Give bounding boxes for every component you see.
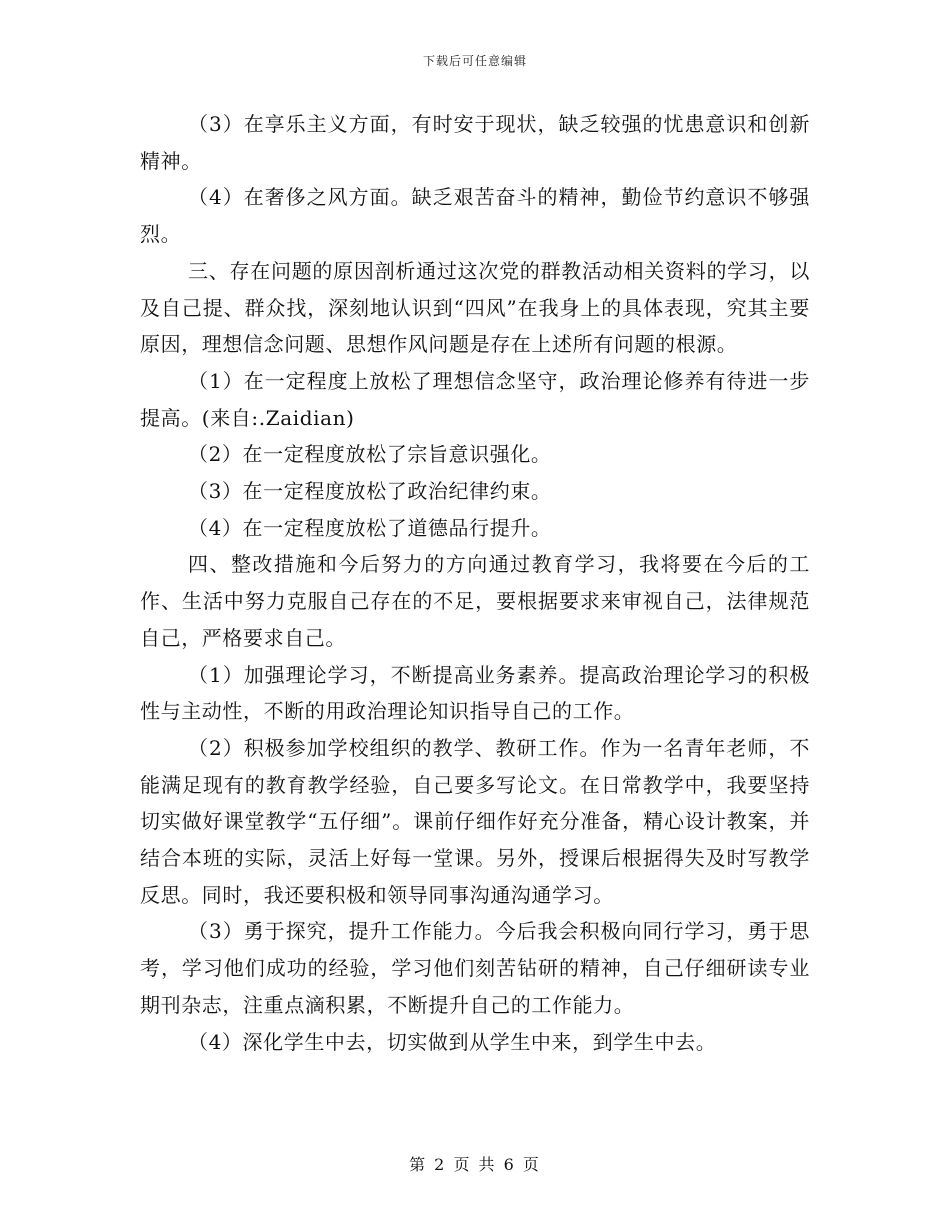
paragraph-cause-3: （3）在一定程度放松了政治纪律约束。 xyxy=(188,479,552,504)
section-three-causes: 三、存在问题的原因剖析通过这次党的群教活动相关资料的学习，以及自己提、群众找，深刻地认识到“四风”在我身上的具体表现，究其主要原因，理想信念问题、思想作风问题是存在上述所有问题的根源。 xyxy=(140,258,810,357)
paragraph-extravagance: （4）在奢侈之风方面。缺乏艰苦奋斗的精神，勤俭节约意识不够强烈。 xyxy=(140,185,810,247)
paragraph-cause-4: （4）在一定程度放松了道德品行提升。 xyxy=(188,515,552,540)
paragraph-measure-3: （3）勇于探究，提升工作能力。今后我会积极向同行学习，勇于思考，学习他们成功的经验，学习他们刻苦钻研的精神，自己仔细研读专业期刊杂志，注重点滴积累，不断提升自己的工作能力。 xyxy=(140,919,810,1017)
document-body xyxy=(140,106,810,1060)
paragraph-cause-1: （1）在一定程度上放松了理想信念坚守，政治理论修养有待进一步提高。(来自:.Zaidian) xyxy=(140,368,810,430)
paragraph-measure-4: （4）深化学生中去，切实做到从学生中来，到学生中去。 xyxy=(188,1029,717,1054)
section-four-measures: 四、整改措施和今后努力的方向通过教育学习，我将要在今后的工作、生活中努力克服自己存在的不足，要根据要求来审视自己，法律规范自己，严格要求自己。 xyxy=(140,552,810,650)
page-footer: 第 2 页 共 6 页 xyxy=(409,1155,541,1174)
paragraph-measure-1: （1）加强理论学习，不断提高业务素养。提高政治理论学习的积极性与主动性，不断的用政治理论知识指导自己的工作。 xyxy=(140,662,810,724)
paragraph-hedonism: （3）在享乐主义方面，有时安于现状，缺乏较强的忧患意识和创新精神。 xyxy=(140,112,810,173)
page-header: 下载后可任意编辑 xyxy=(422,54,527,68)
paragraph-measure-2: （2）积极参加学校组织的教学、教研工作。作为一名青年老师，不能满足现有的教育教学经验，自己要多写论文。在日常教学中，我要坚持切实做好课堂教学“五仔细”。课前仔细作好充分准备，精心设计教案，并结合本班的实际，灵活上好每一堂课。另外，授课后根据得失及时写教学反思。同时，我还要积极和领导同事沟通沟通学习。 xyxy=(140,735,810,907)
paragraph-cause-2: （2）在一定程度放松了宗旨意识强化。 xyxy=(188,442,552,467)
